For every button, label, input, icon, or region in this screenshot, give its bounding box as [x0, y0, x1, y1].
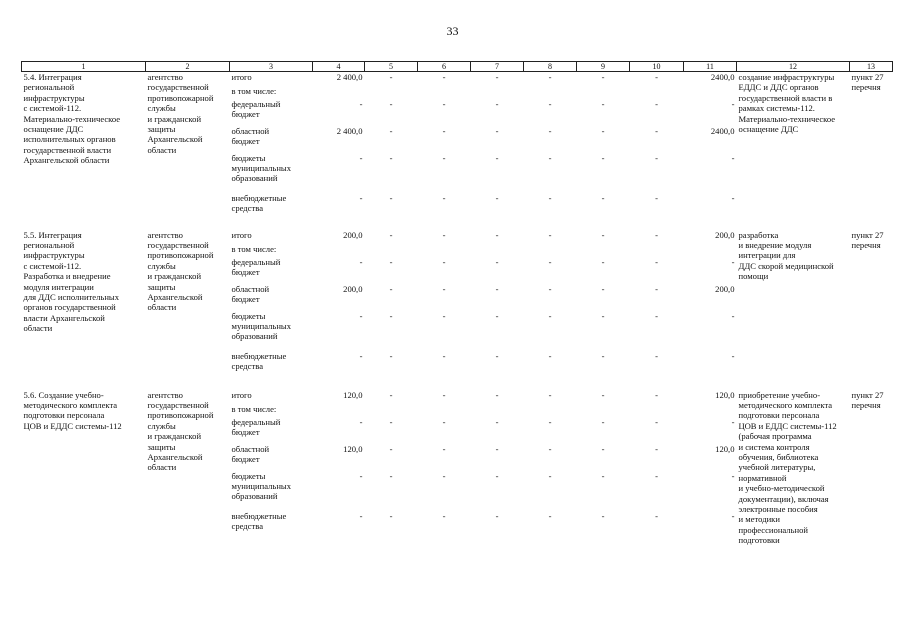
- amount-cell: -: [389, 443, 393, 454]
- amount-cell: -: [359, 256, 363, 267]
- funding-source-cell: [230, 417, 313, 444]
- amount-cell: -: [442, 350, 446, 361]
- amount-cell: [471, 404, 524, 417]
- amount-cell: [630, 86, 684, 99]
- amount-cell: -: [359, 98, 363, 109]
- amount-cell: -: [442, 229, 446, 240]
- amount-cell: -: [442, 310, 446, 321]
- row-spacer: [22, 220, 893, 230]
- funding-source-label: областной бюджет: [231, 283, 270, 304]
- result-cell: [737, 230, 850, 378]
- amount-cell: -: [442, 510, 446, 521]
- amount-cell: -: [389, 152, 393, 163]
- funding-source-label: бюджеты муниципальных образований: [231, 152, 291, 184]
- funding-source-cell: [230, 444, 313, 471]
- amount-cell: -: [359, 350, 363, 361]
- amount-cell: [313, 86, 365, 99]
- column-number: 9: [577, 62, 630, 72]
- amount-cell: [684, 404, 737, 417]
- amount-cell: -: [731, 192, 735, 203]
- list-reference: пункт 27 перечня: [851, 72, 884, 93]
- measure-title: 5.6. Создание учебно- методического комплекта подготовки персонала ЦОВ и ЕДДС системы-112: [23, 389, 122, 431]
- amount-cell: -: [655, 510, 658, 521]
- amount-cell: -: [495, 416, 499, 427]
- amount-cell: -: [655, 470, 658, 481]
- amount-cell: -: [601, 510, 605, 521]
- amount-cell: -: [601, 283, 605, 294]
- funding-source-cell: [230, 351, 313, 378]
- funding-source-cell: [230, 471, 313, 511]
- amount-cell: -: [731, 510, 735, 521]
- amount-cell: -: [389, 192, 393, 203]
- amount-cell: -: [601, 350, 605, 361]
- column-number-row: [22, 62, 893, 72]
- amount-cell: -: [389, 256, 393, 267]
- amount-cell: -: [495, 256, 499, 267]
- amount-cell: [577, 86, 630, 99]
- amount-cell: -: [389, 350, 393, 361]
- list-reference: пункт 27 перечня: [851, 229, 884, 250]
- funding-source-label: федеральный бюджет: [231, 98, 281, 119]
- amount-cell: -: [442, 125, 446, 136]
- amount-cell: -: [601, 229, 605, 240]
- amount-cell: -: [601, 470, 605, 481]
- column-number: 8: [524, 62, 577, 72]
- amount-cell: -: [442, 389, 446, 400]
- amount-cell: -: [442, 98, 446, 109]
- amount-cell: -: [655, 350, 658, 361]
- funding-source-cell: [230, 257, 313, 284]
- amount-cell: [577, 404, 630, 417]
- amount-cell: -: [389, 98, 393, 109]
- amount-cell: -: [655, 125, 658, 136]
- measure-title: 5.5. Интеграция региональной инфраструктуры с системой-112. Разработка и внедрение модуля интеграции для ДДС исполнительных органов государственной власти Архангельской области: [23, 229, 119, 334]
- amount-cell: -: [731, 310, 735, 321]
- amount-cell: -: [495, 443, 499, 454]
- executor-cell: [146, 390, 230, 563]
- amount-cell: 2 400,0: [336, 72, 363, 82]
- amount-cell: -: [359, 152, 363, 163]
- amount-cell: -: [442, 470, 446, 481]
- amount-cell: -: [548, 192, 552, 203]
- amount-cell: -: [495, 310, 499, 321]
- amount-cell: -: [359, 192, 363, 203]
- funding-source-cell: [230, 153, 313, 193]
- amount-cell: 200,0: [343, 229, 363, 240]
- executor-cell: [146, 72, 230, 220]
- amount-cell: 200,0: [715, 283, 735, 294]
- funding-source-label: итого: [231, 72, 252, 82]
- reference-cell: [850, 390, 893, 563]
- funding-source-cell: [230, 511, 313, 563]
- column-number: 10: [630, 62, 684, 72]
- column-number: 2: [146, 62, 230, 72]
- amount-cell: -: [655, 192, 658, 203]
- amount-cell: -: [495, 152, 499, 163]
- amount-cell: -: [601, 416, 605, 427]
- list-reference: пункт 27 перечня: [851, 389, 884, 410]
- amount-cell: 120,0: [343, 443, 363, 454]
- amount-cell: [471, 86, 524, 99]
- expected-result: создание инфраструктуры ЕДДС и ДДС органов государственной власти в рамках системы-112. Материально-техническое оснащение ДДС: [738, 72, 836, 135]
- amount-cell: -: [442, 416, 446, 427]
- executor-cell: [146, 230, 230, 378]
- expected-result: разработка и внедрение модуля интеграции для ДДС скорой медицинской помощи: [738, 229, 834, 282]
- amount-cell: -: [389, 416, 393, 427]
- amount-cell: -: [655, 229, 658, 240]
- funding-source-label: федеральный бюджет: [231, 416, 281, 437]
- amount-cell: -: [655, 443, 658, 454]
- amount-cell: -: [495, 192, 499, 203]
- amount-cell: -: [655, 72, 658, 82]
- funding-source-cell: [230, 72, 313, 86]
- amount-cell: -: [389, 510, 393, 521]
- funding-source-label: внебюджетные средства: [231, 510, 287, 531]
- amount-cell: -: [389, 389, 393, 400]
- funding-source-label: в том числе:: [231, 85, 277, 96]
- amount-cell: -: [442, 152, 446, 163]
- amount-cell: -: [601, 72, 605, 82]
- funding-source-cell: [230, 99, 313, 126]
- amount-cell: [418, 86, 471, 99]
- amount-cell: -: [548, 310, 552, 321]
- column-number: 1: [22, 62, 146, 72]
- amount-cell: -: [655, 389, 658, 400]
- funding-source-cell: [230, 284, 313, 311]
- amount-cell: [418, 404, 471, 417]
- amount-cell: -: [731, 470, 735, 481]
- amount-cell: -: [655, 283, 658, 294]
- amount-cell: [365, 86, 418, 99]
- amount-cell: [471, 244, 524, 257]
- funding-source-cell: [230, 126, 313, 153]
- amount-cell: -: [495, 72, 499, 82]
- amount-cell: -: [389, 283, 393, 294]
- measure-title: 5.4. Интеграция региональной инфраструктуры с системой-112. Материально-техническое оснащение ДДС исполнительных органов государственной власти Архангельской области: [23, 72, 121, 166]
- column-number: 4: [313, 62, 365, 72]
- amount-cell: -: [442, 443, 446, 454]
- funding-source-label: внебюджетные средства: [231, 350, 287, 371]
- amount-cell: 2400,0: [710, 125, 735, 136]
- funding-source-cell: [230, 390, 313, 404]
- measure-cell: [22, 72, 146, 220]
- column-number: 5: [365, 62, 418, 72]
- funding-source-label: в том числе:: [231, 403, 277, 414]
- amount-cell: -: [548, 125, 552, 136]
- amount-cell: -: [548, 510, 552, 521]
- amount-cell: -: [495, 98, 499, 109]
- amount-cell: [524, 244, 577, 257]
- result-cell: [737, 390, 850, 563]
- amount-cell: -: [601, 192, 605, 203]
- funding-source-label: областной бюджет: [231, 125, 270, 146]
- amount-cell: -: [601, 125, 605, 136]
- amount-cell: -: [548, 389, 552, 400]
- amount-cell: [630, 404, 684, 417]
- amount-cell: -: [548, 470, 552, 481]
- executor-name: агентство государственной противопожарной службы и гражданской защиты Архангельской области: [147, 229, 214, 313]
- amount-cell: 200,0: [343, 283, 363, 294]
- amount-cell: -: [601, 256, 605, 267]
- amount-cell: -: [655, 310, 658, 321]
- column-number: 12: [737, 62, 850, 72]
- funding-source-cell: [230, 244, 313, 257]
- amount-cell: -: [601, 389, 605, 400]
- amount-cell: -: [548, 98, 552, 109]
- amount-cell: -: [442, 283, 446, 294]
- amount-cell: 2400,0: [710, 72, 735, 82]
- amount-cell: [313, 244, 365, 257]
- column-number: 7: [471, 62, 524, 72]
- amount-cell: -: [495, 470, 499, 481]
- funding-source-row: [22, 72, 893, 86]
- amount-cell: [684, 86, 737, 99]
- amount-cell: -: [495, 283, 499, 294]
- amount-cell: -: [495, 510, 499, 521]
- amount-cell: [365, 244, 418, 257]
- amount-cell: -: [359, 510, 363, 521]
- reference-cell: [850, 72, 893, 220]
- amount-cell: 200,0: [715, 229, 735, 240]
- amount-cell: -: [389, 72, 393, 82]
- result-cell: [737, 72, 850, 220]
- amount-cell: -: [359, 470, 363, 481]
- amount-cell: [577, 244, 630, 257]
- amount-cell: -: [655, 152, 658, 163]
- amount-cell: -: [731, 416, 735, 427]
- funding-source-cell: [230, 404, 313, 417]
- amount-cell: 120,0: [715, 389, 735, 400]
- amount-cell: -: [495, 389, 499, 400]
- budget-table: [21, 61, 893, 563]
- funding-source-label: в том числе:: [231, 243, 277, 254]
- amount-cell: -: [548, 350, 552, 361]
- amount-cell: -: [442, 72, 446, 82]
- amount-cell: -: [601, 310, 605, 321]
- amount-cell: [365, 404, 418, 417]
- amount-cell: -: [495, 125, 499, 136]
- amount-cell: 120,0: [715, 443, 735, 454]
- amount-cell: [630, 244, 684, 257]
- amount-cell: 120,0: [343, 389, 363, 400]
- amount-cell: -: [389, 125, 393, 136]
- funding-source-label: итого: [231, 229, 252, 240]
- amount-cell: -: [731, 350, 735, 361]
- amount-cell: -: [359, 416, 363, 427]
- amount-cell: -: [548, 72, 552, 82]
- amount-cell: -: [548, 229, 552, 240]
- funding-source-label: бюджеты муниципальных образований: [231, 470, 291, 502]
- measure-cell: [22, 390, 146, 563]
- measure-cell: [22, 230, 146, 378]
- amount-cell: 2 400,0: [336, 125, 363, 136]
- amount-cell: -: [442, 192, 446, 203]
- amount-cell: -: [601, 98, 605, 109]
- amount-cell: -: [655, 416, 658, 427]
- amount-cell: -: [389, 229, 393, 240]
- funding-source-label: внебюджетные средства: [231, 192, 287, 213]
- reference-cell: [850, 230, 893, 378]
- executor-name: агентство государственной противопожарной службы и гражданской защиты Архангельской области: [147, 389, 214, 473]
- amount-cell: [313, 404, 365, 417]
- amount-cell: [524, 86, 577, 99]
- funding-source-cell: [230, 311, 313, 351]
- amount-cell: [684, 244, 737, 257]
- funding-source-label: бюджеты муниципальных образований: [231, 310, 291, 342]
- column-number: 11: [684, 62, 737, 72]
- amount-cell: -: [495, 350, 499, 361]
- page-number: 33: [446, 24, 459, 38]
- row-spacer: [22, 378, 893, 390]
- amount-cell: -: [548, 256, 552, 267]
- amount-cell: -: [359, 310, 363, 321]
- funding-source-row: [22, 230, 893, 244]
- amount-cell: -: [548, 416, 552, 427]
- amount-cell: -: [601, 152, 605, 163]
- funding-source-cell: [230, 193, 313, 220]
- funding-source-label: итого: [231, 389, 252, 400]
- amount-cell: -: [655, 98, 658, 109]
- column-number: 6: [418, 62, 471, 72]
- amount-cell: -: [495, 229, 499, 240]
- funding-source-row: [22, 390, 893, 404]
- executor-name: агентство государственной противопожарной службы и гражданской защиты Архангельской области: [147, 72, 214, 155]
- amount-cell: -: [389, 470, 393, 481]
- funding-source-label: областной бюджет: [231, 443, 270, 464]
- amount-cell: [418, 244, 471, 257]
- amount-cell: -: [389, 310, 393, 321]
- column-number: 13: [850, 62, 893, 72]
- amount-cell: -: [548, 152, 552, 163]
- amount-cell: [524, 404, 577, 417]
- funding-source-cell: [230, 230, 313, 244]
- amount-cell: -: [731, 98, 735, 109]
- amount-cell: -: [601, 443, 605, 454]
- expected-result: приобретение учебно- методического комплекта подготовки персонала ЦОВ и ЕДДС системы-112 (рабочая программа и система контроля обучения, библиотека учебной литературы, нормативной и учебно-методической документации), включая электронные пособия и методики профессиональной подготовки: [738, 389, 837, 546]
- funding-source-cell: [230, 86, 313, 99]
- amount-cell: -: [731, 152, 735, 163]
- amount-cell: -: [548, 443, 552, 454]
- column-number: 3: [230, 62, 313, 72]
- amount-cell: -: [548, 283, 552, 294]
- amount-cell: -: [655, 256, 658, 267]
- amount-cell: -: [442, 256, 446, 267]
- amount-cell: -: [731, 256, 735, 267]
- funding-source-label: федеральный бюджет: [231, 256, 281, 277]
